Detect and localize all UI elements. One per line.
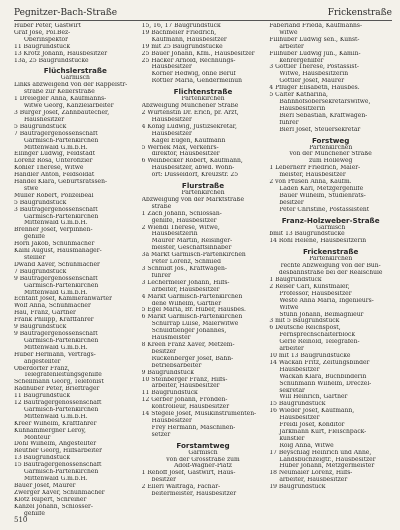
entry-continuation: Bauer Wilhelm, Studienrats-: [279, 192, 366, 199]
resident-entry: 8 Kreen Franz Xaver, Metzem-: [141, 341, 235, 348]
entry-continuation: Kagel Eugen, Kaufmann: [151, 137, 226, 144]
street-description: Partenkirchen: [181, 190, 225, 197]
entry-continuation: Monteur: [24, 434, 51, 441]
entry-continuation: Göttler Josef, Maurer: [279, 78, 345, 85]
entry-continuation: besitzer: [151, 348, 177, 355]
resident-entry: Wolf Anna, Schuhmacher: [14, 303, 91, 310]
street-heading: Flüchslerstraße: [43, 66, 107, 76]
entry-continuation: Hausbesitzerin: [279, 105, 326, 112]
entry-continuation: arbeiter, Hausbesitzer: [151, 286, 220, 293]
resident-entry: 9 Baugrundstück: [14, 324, 67, 331]
street-heading: Forstamtweg: [176, 440, 230, 450]
entry-continuation: Oberinspektor: [24, 36, 68, 43]
entry-continuation: kontrolleur, Hausbesitzer: [151, 404, 230, 411]
street-description: zum Hölleweg: [308, 158, 353, 165]
street-description: Partenkirchen: [309, 144, 353, 151]
entry-continuation: Witwe: [279, 304, 299, 311]
entry-continuation: Stuhn Johann, Beimagnieur: [279, 311, 364, 318]
resident-entry: 25 Bauer Johann, Kfm., Hausbesitzer: [141, 50, 255, 57]
entry-continuation: setzer: [151, 431, 171, 438]
entry-continuation: direktor, Hausbesitzer: [151, 151, 220, 158]
resident-entry: 2 Wurtenstin Dr. Erich, pr. Arzt,: [141, 109, 239, 116]
street-description: von der Münchener Straße: [289, 151, 372, 158]
resident-entry: 2 Reiser Carl, Kunstmaler,: [269, 283, 350, 290]
entry-continuation: Peter Christine, Postassistent: [279, 206, 370, 213]
resident-entry: Huber Hermann, Verträgs-: [14, 351, 96, 358]
street-description: Garmisch: [188, 449, 218, 456]
resident-entry: Müller Robert, Polizeibeal: [14, 192, 94, 199]
resident-entry: Abzweigung Münchener Straße: [141, 103, 239, 110]
resident-entry: Bauer Josef, Maurer: [14, 482, 76, 489]
entry-continuation: Körner Hedwig, ohne Beruf: [151, 71, 236, 78]
resident-entry: Klotz Rupert, Schreiner: [14, 496, 87, 503]
resident-entry: Schellmann Georg, Telefonist: [14, 379, 104, 386]
resident-entry: 5 Egel Maria, Br. Huber, Hausbes.: [141, 307, 246, 314]
resident-entry: 1 Dreiegler Anna, Kaufmanns-: [14, 96, 107, 103]
entry-continuation: Roig Anna, Witwe: [279, 442, 334, 449]
entry-continuation: witwe Georg, Kanzleiarbeiter: [24, 103, 114, 110]
entry-continuation: Hausbesitzer: [151, 116, 192, 123]
entry-continuation: gehilfe: [24, 510, 45, 517]
entry-continuation: Landsbuchzeigtr., Hausbesitzer: [279, 456, 376, 463]
entry-continuation: künstler: [279, 435, 305, 442]
entry-continuation: Bierl Sebastian, Kraftwagen-: [279, 112, 368, 119]
entry-continuation: Huber Johann, Metzgermeister: [279, 463, 375, 470]
street-description: Adolf-Wagner-Platz: [174, 463, 232, 470]
resident-entry: Kreer Wilhelm, Kraftfahrer: [14, 420, 97, 427]
entry-continuation: sekretär: [279, 387, 305, 394]
resident-entry: 3 Bauträgergenossenschaft: [14, 206, 98, 213]
entry-continuation: Schurrap Luise, Malerwitwe: [151, 321, 239, 328]
street-description: von der Grosstraße zum: [166, 456, 240, 463]
entry-continuation: Freidl Josef, Konditor: [279, 422, 345, 429]
entry-continuation: Frey Hermann, Maschinen-: [151, 424, 236, 431]
entry-continuation: Hausmeister: [151, 335, 191, 342]
resident-entry: 3 mit 5 Baugrundstück: [269, 318, 340, 325]
resident-entry: Graf Jose, Pol.Bez-: [14, 29, 71, 36]
column-2: [142, 23, 265, 517]
resident-entry: 19 Baugrundstück: [269, 484, 326, 491]
entry-continuation: Weste Anna Maria, Ingenieurs-: [279, 297, 374, 304]
resident-entry: 14 Wackan Fritz, Zeitungsbinder: [269, 359, 370, 366]
resident-entry: Köhler Therese, Witwe: [14, 165, 84, 172]
resident-entry: 1 Rehoff Josef, Gastwirt, Haus-: [141, 470, 236, 477]
street-description: Partenkirchen: [181, 96, 225, 103]
resident-entry: 3 Burger Josef, Zahnbautecher,: [14, 109, 110, 116]
resident-entry: 14 Röhl Helene, Hausbesitzerin: [269, 238, 367, 245]
entry-continuation: Hausbesitzer: [279, 366, 320, 373]
resident-entry: 15 Baugrundstück: [269, 401, 326, 408]
resident-entry: 15 Bauträgergenossenschaft: [14, 462, 102, 469]
resident-entry: 12 Bauträgergenossenschaft: [14, 400, 102, 407]
resident-entry: Handler Anton, Feldsoldat: [14, 172, 95, 179]
resident-entry: Huber Peter, Gastwirt: [14, 23, 81, 29]
entry-continuation: Will Heinrich, Gärtner: [279, 394, 348, 401]
resident-entry: 10 Steinberger Franz, Hilfs-: [141, 376, 228, 383]
entry-continuation: Schuhmann Wilhelm, Dreczel-: [279, 380, 372, 387]
resident-entry: 1 Leberherr Friedrich, Maler-: [269, 165, 361, 172]
entry-continuation: arbeiter, Hausbesitzer: [151, 383, 220, 390]
resident-entry: 10 mit 13 Baugrundstücke: [269, 352, 351, 359]
entry-continuation: Fernsprechschalterblock: [279, 332, 356, 339]
page-number: 510: [14, 516, 28, 524]
resident-entry: 25 Hacker Arnold, Rechnungs-: [141, 57, 236, 64]
resident-entry: 9 Baugrundstück: [141, 369, 194, 376]
street-description: Partenkirchen: [309, 256, 353, 263]
resident-entry: 6 Markt Garmisch-Partenkirchen: [141, 314, 243, 321]
resident-entry: Links abzweigend von der Rappelstr-: [14, 82, 128, 89]
entry-continuation: Hausbesitzer: [279, 415, 320, 422]
resident-entry: Zwerger Xaver, Schuhmacher: [14, 489, 105, 496]
entry-continuation: Kaufmann, Hausbesitzer: [151, 36, 227, 43]
resident-entry: Faberland Frieda, Kaufmanns-: [269, 23, 363, 29]
entry-continuation: Hausbesitzer: [151, 130, 192, 137]
resident-entry: 15, 16, 17 Baugrundstück: [141, 23, 221, 29]
street-description: rechte Abzweigung von der Bun-: [280, 263, 381, 270]
resident-entry: 5 Baugrundstück: [14, 123, 67, 130]
resident-entry: 2 von Pfusen Anna, Kaufm.: [269, 179, 352, 186]
resident-entry: 4 Pflüger Elisabeth, Hausbes.: [269, 85, 360, 92]
resident-entry: 3 Schmidt Jos., Kraftwagen-: [141, 266, 227, 272]
entry-continuation: Garmisch-Partenkirchen: [24, 469, 99, 476]
street-description: desbahnstraße bei der Realschule: [278, 270, 383, 277]
entry-continuation: Hausbesitzer: [151, 417, 192, 424]
resident-entry: Fillhuber Ludwig sen., Kunst-: [269, 36, 360, 43]
entry-continuation: straße: [151, 203, 172, 210]
entry-continuation: witwe: [279, 29, 298, 36]
resident-entry: 17 Beyschlag Heinrich und Anne,: [269, 449, 372, 456]
entry-continuation: Wackan Klara, Buchbinderin: [279, 373, 367, 380]
resident-entry: Kainl August, Hausmanager-: [14, 248, 102, 255]
column-3: [269, 23, 392, 517]
header-right-street: Frickenstraße: [327, 8, 392, 18]
resident-entry: Horn Jakob, Schuhmacher: [14, 241, 95, 248]
entry-continuation: Bierl Josef, Steuersekretär: [279, 126, 361, 133]
resident-entry: 7 Baugrundstück: [14, 268, 67, 275]
resident-entry: Handel Klara, Geburtsrätssen-: [14, 179, 107, 186]
page-header: [14, 6, 392, 21]
entry-continuation: Garmisch-Partenkirchen: [24, 282, 99, 289]
street-heading: Flurstraße: [181, 181, 225, 191]
resident-entry: Hau, Franz, Gärtner: [14, 310, 76, 317]
entry-continuation: führer: [151, 272, 171, 279]
entry-continuation: Röttler Maria, Gendermeinun: [151, 78, 242, 85]
resident-entry: 5 Calter Katharina,: [269, 92, 328, 99]
entry-continuation: arbeiter: [279, 346, 304, 353]
resident-entry: 11 Baugrundstück: [14, 43, 71, 50]
resident-entry: 3 Lechermeier Johann, Hilfs-: [141, 279, 230, 286]
entry-continuation: Mittenwald G.m.b.H.: [24, 476, 88, 482]
resident-entry: Lorenz Rosa, Unterofizier: [14, 158, 93, 165]
entry-continuation: Schuldtienger Johannes,: [151, 328, 227, 335]
entry-continuation: betriebsarbeiter: [151, 362, 202, 369]
resident-entry: bmit 13 Baugrundstücke: [269, 231, 345, 238]
resident-entry: 6 Deutsche Reichspost,: [269, 325, 341, 332]
entry-continuation: Mittenwald G.m.b.H.: [24, 413, 88, 420]
resident-entry: 1 Zach Johann, Schlossan-: [141, 210, 222, 217]
entry-continuation: gehilfe, Hausbesitzer: [151, 217, 217, 224]
entry-continuation: straße zur Kellerstraße: [24, 89, 95, 96]
entry-continuation: stellier: [24, 255, 46, 261]
resident-entry: Kuhnammergner Leroy,: [14, 427, 86, 434]
entry-continuation: besitzer: [151, 477, 177, 484]
resident-entry: 19 Bachmeier Friedrich,: [141, 29, 217, 36]
entry-continuation: Garmisch-Partenkirchen: [24, 137, 99, 144]
entry-continuation: Professor, Hausbesitzer: [279, 290, 352, 297]
resident-entry: 11 Baugrundstück: [14, 393, 71, 400]
resident-entry: 5 Wernek Max, Verkehrs-: [141, 144, 219, 151]
resident-entry: Fillhuber Ludwig jun., Kamin-: [269, 50, 361, 57]
entry-continuation: Telegrafenleitungsgehilfe: [24, 372, 102, 379]
resident-entry: Brenner Josef, Verpinnen-: [14, 227, 93, 234]
resident-entry: 4 König Ludwig, Justizsekretär,: [141, 123, 237, 130]
entry-continuation: gehilfe: [24, 234, 45, 241]
entry-continuation: Gerle Reinold, Telegrafen-: [279, 339, 360, 346]
resident-entry: 12 Gerber Johann, Fronden-: [141, 397, 228, 404]
resident-entry: 14 Stegele Josef, Musikinstrumenten-: [141, 411, 257, 418]
entry-continuation: Hausbesitzer, abwd. Wohn-: [151, 165, 235, 172]
entry-continuation: Hausbesitzerin: [151, 231, 198, 238]
entry-continuation: meister, Geschäftsinhaber: [151, 245, 232, 252]
resident-entry: Oberdorfer Franz,: [14, 365, 70, 372]
street-heading: Franz-Holzweber-Straße: [281, 215, 380, 225]
entry-continuation: beitermeister, Hausbesitzer: [151, 491, 237, 498]
entry-continuation: Mittenwald G.m.b.H.: [24, 289, 88, 296]
header-left-street: Pegnitzer-Bach-Straße: [14, 8, 118, 18]
resident-entry: Ellinger Ludwig, Feldstadt: [14, 151, 96, 158]
resident-entry: 3 Göttler Therese, Postassist-: [269, 64, 359, 71]
resident-entry: Döhl Wilhelm, Angestellter: [14, 441, 97, 448]
resident-entry: 11 Baugrundstück: [141, 390, 198, 397]
entry-continuation: kehrergehilfer: [279, 57, 324, 64]
street-description: Garmisch: [60, 75, 90, 82]
entry-continuation: Bahnhofsobersekretärswitwe,: [279, 98, 371, 105]
entry-continuation: meister, Hausbesitzer: [279, 172, 346, 179]
street-description: Garmisch: [316, 224, 346, 231]
entry-continuation: ort: Düsseldorf, Kreuzstr. 25: [151, 172, 239, 179]
entry-continuation: Maurer Martin, Reisinger-: [151, 238, 233, 245]
entry-continuation: Laden Karl, Metzgergehilfe: [279, 185, 364, 192]
entry-continuation: Rückenberger Josef, Bahn-: [151, 355, 234, 362]
entry-continuation: Jarkmann Kurt, Fleischpack-: [279, 428, 367, 435]
resident-entry: 4 Markt Garmisch-Partenkirchen: [141, 293, 243, 300]
resident-entry: 2 Ellerl Waltraga, Fachar-: [141, 484, 221, 491]
directory-columns: [14, 23, 392, 517]
entry-continuation: dene Wilhelm, Gärtner: [151, 300, 222, 307]
resident-entry: 7 Bauträgergenossenschaft: [14, 130, 98, 137]
entry-continuation: Mittenwald G.m.b.H.: [24, 220, 88, 227]
entry-continuation: besitzer: [279, 199, 304, 206]
entry-continuation: Witwe, Hausbesitzerin: [279, 71, 349, 78]
entry-continuation: arbeiter: [279, 43, 304, 50]
resident-entry: Reuther Georg, Hilfsarbeiter: [14, 448, 102, 455]
column-1: [14, 23, 137, 517]
resident-entry: 5 Baugrundstück: [14, 199, 67, 206]
resident-entry: Abzweigung von der Marktstraße: [141, 196, 244, 203]
entry-continuation: Haushesitzer: [24, 116, 65, 123]
entry-continuation: Peter Lorenz, Schmied: [151, 259, 221, 266]
resident-entry: 13 Baugrundstück: [14, 455, 71, 462]
resident-entry: 2 Wiendl Therese, Witwe,: [141, 224, 220, 231]
resident-entry: 1 Baugrundstück: [269, 277, 322, 283]
resident-entry: Frank Philipp, Kraftfahrer: [14, 317, 94, 324]
resident-entry: 13 Krötz Johann, Hausbesitzer: [14, 50, 108, 57]
entry-continuation: angestellter: [24, 358, 61, 365]
street-heading: Frickenstraße: [302, 247, 359, 257]
resident-entry: Dwand Xaver, Schuhmacher: [14, 261, 100, 268]
entry-continuation: Garmisch-Partenkirchen: [24, 406, 99, 413]
resident-entry: 3a Markt Garmisch-Partenkirchen: [141, 252, 246, 259]
entry-continuation: Garmisch-Partenkirchen: [24, 337, 99, 344]
entry-continuation: stwe: [24, 185, 39, 192]
entry-continuation: führer: [279, 119, 299, 126]
entry-continuation: Mittenwald G.m.b.H.: [24, 344, 88, 351]
entry-continuation: arbeiter, Hausbesitzer: [279, 477, 348, 484]
street-heading: Flichtenstraße: [173, 87, 233, 97]
resident-entry: 6 Weinbecker Robert, Kaufmann,: [141, 158, 243, 165]
entry-continuation: Hausbesitzer: [151, 64, 192, 71]
resident-entry: 19 mit 25 Baugrundstücke: [141, 43, 223, 50]
resident-entry: 16 Wieder Josef, Kaufmann,: [269, 408, 355, 415]
resident-entry: 13a, 25 Baugrundstücke: [14, 57, 89, 64]
entry-continuation: Garmisch-Partenkirchen: [24, 213, 99, 220]
resident-entry: 18 Neumaier Lorenz, Hilfs-: [269, 470, 353, 477]
resident-entry: 9 Bauträgergenossenschaft: [14, 330, 98, 337]
resident-entry: Radhuber Peter, Briefträger: [14, 386, 100, 393]
street-heading: Forstweg: [311, 135, 350, 145]
resident-entry: 9 Bauträgergenossenschaft: [14, 275, 98, 282]
resident-entry: Kanzel Johann, Schlosser-: [14, 503, 93, 510]
entry-continuation: Mittenwald G.m.b.H.: [24, 144, 88, 151]
resident-entry: Echtant Josef, Kammeranwärter: [14, 296, 112, 303]
